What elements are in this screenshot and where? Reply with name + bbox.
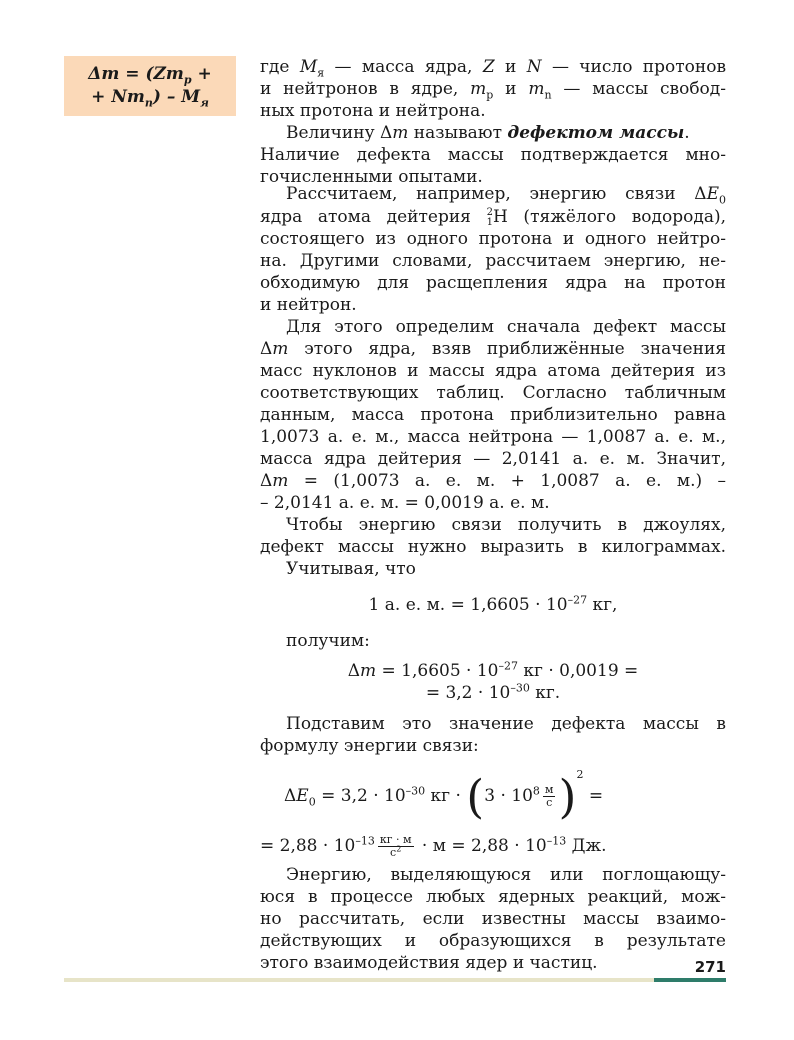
text-line: ных протона и нейтрона. (260, 101, 486, 121)
text-line: соответствующих таблиц. Согласно табличным (260, 383, 726, 403)
text-line: Подставим это значение дефекта массы в (286, 714, 726, 734)
text-line: данным, масса протона приблизительно равна (260, 405, 726, 425)
text-line: юся в процессе любых ядерных реакций, мож- (260, 887, 726, 907)
text-line: гочисленными опытами. (260, 167, 483, 187)
sidebar-formula-box (64, 56, 236, 116)
text-line: и нейтронов в ядре, $m_p$ и $m_n$ — массы свобод- (260, 79, 727, 102)
text-line: но рассчитать, если известны массы взаимо- (260, 909, 726, 929)
page-number: 271 (694, 958, 726, 976)
text-line: Для этого определим сначала дефект массы (286, 317, 726, 337)
text-line: Δm = (1,0073 а. е. м. + 1,0087 а. е. м.) – (260, 471, 726, 491)
text-line: этого взаимодействия ядер и частиц. (260, 953, 598, 973)
text-line: дефект массы нужно выразить в килограммах. (260, 537, 726, 557)
sidebar-formula-line-1: $\Delta m = (Zm_p$ + (88, 64, 212, 87)
text-line: и нейтрон. (260, 295, 357, 315)
text-line: масса ядра дейтерия — 2,0141 а. е. м. Значит, (260, 449, 726, 469)
text-line: Δm этого ядра, взяв приближённые значения (260, 339, 726, 359)
equation-binding-energy-result: = $2,88 \cdot 10^{-13}$ $\frac{кг \cdot м}{с^2}$ · $м = 2,88 \cdot 10^{-13}$ Дж. (260, 833, 607, 859)
equation-mass-defect-kg: $\Delta m = 1,6605 \cdot 10^{-27}$ кг · 0,0019 = (347, 659, 639, 681)
text-line: ядра атома дейтерия 2 1 H (тяжёлого водорода), (260, 206, 726, 228)
text-line: где $M_я$ — масса ядра, Z и N — число протонов (260, 57, 727, 80)
text-line: получим: (286, 631, 370, 651)
footer-rule (64, 978, 654, 982)
text-line: – 2,0141 а. е. м. = 0,0019 а. е. м. (260, 493, 550, 513)
text-line: состоящего из одного протона и одного нейтро- (260, 229, 726, 249)
text-line: Энергию, выделяющуюся или поглощающу- (286, 865, 726, 885)
text-line: Величину Δm называют дефектом массы. (286, 123, 690, 143)
text-line: действующих и образующихся в результате (260, 931, 726, 951)
equation-mass-defect-result: = $3,2 \cdot 10^{-30}$ кг. (425, 681, 561, 703)
equation-binding-energy: $\Delta E_0 = 3,2 \cdot 10^{-30}$ кг · ($3 \cdot 10^8$ $\frac{м}{с}$ )$^2$ = (284, 768, 604, 824)
text-line: масс нуклонов и массы ядра атома дейтерия из (260, 361, 726, 381)
footer-rule-accent (654, 978, 726, 982)
text-line: формулу энергии связи: (260, 736, 479, 756)
sidebar-formula-line-2: + $Nm_n) - M_я$ (91, 87, 209, 110)
text-line: 1,0073 а. е. м., масса нейтрона — 1,0087 а. е. м., (260, 427, 726, 447)
text-line: Наличие дефекта массы подтверждается мно- (260, 145, 726, 165)
text-line: на. Другими словами, рассчитаем энергию, не- (260, 251, 726, 271)
term-mass-defect: дефектом массы (507, 123, 685, 143)
text-line: Чтобы энергию связи получить в джоулях, (286, 515, 726, 535)
text-line: обходимую для расщепления ядра на протон (260, 273, 726, 293)
text-line: Учитывая, что (286, 559, 416, 579)
text-line: Рассчитаем, например, энергию связи $\Delta E_0$ (286, 184, 726, 207)
equation-amu: 1 а. е. м. = $1,6605 \cdot 10^{-27}$ кг, (368, 593, 618, 615)
